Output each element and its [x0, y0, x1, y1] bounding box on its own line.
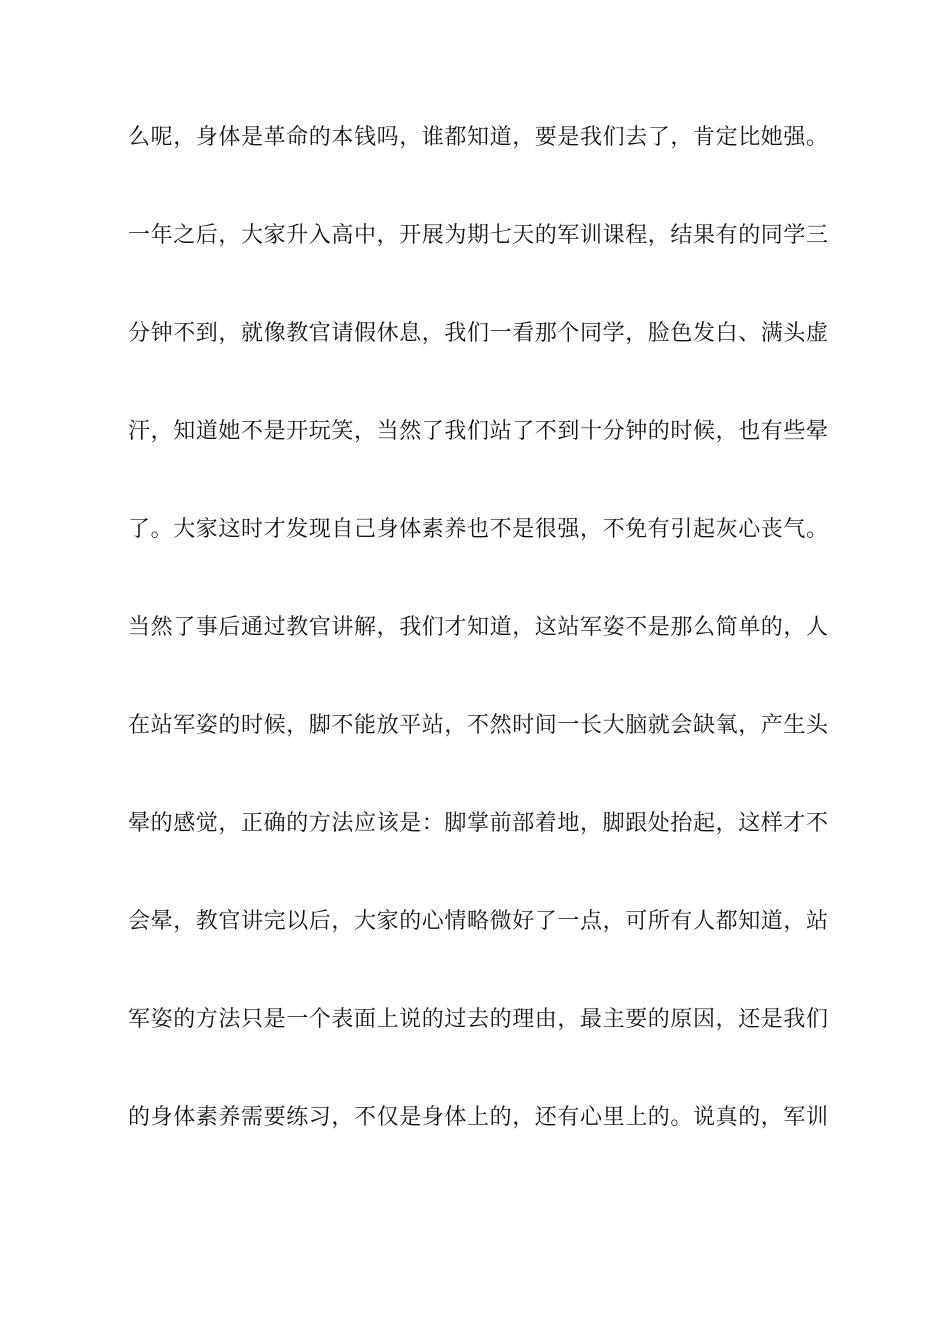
text-line-11: 的身体素养需要练习，不仅是身体上的，还有心里上的。说真的，军训 [128, 1105, 828, 1130]
text-line-5: 了。大家这时才发现自己身体素养也不是很强，不免有引起灰心丧气。 [128, 517, 828, 542]
text-line-1: 么呢，身体是革命的本钱吗，谁都知道，要是我们去了，肯定比她强。 [128, 125, 828, 150]
text-line-2: 一年之后，大家升入高中，开展为期七天的军训课程，结果有的同学三 [128, 223, 828, 248]
text-line-3: 分钟不到，就像教官请假休息，我们一看那个同学，脸色发白、满头虚 [128, 321, 828, 346]
text-line-10: 军姿的方法只是一个表面上说的过去的理由，最主要的原因，还是我们 [128, 1007, 828, 1032]
text-line-9: 会晕，教官讲完以后，大家的心情略微好了一点，可所有人都知道，站 [128, 909, 828, 934]
text-line-4: 汗，知道她不是开玩笑，当然了我们站了不到十分钟的时候，也有些晕 [128, 419, 828, 444]
text-line-8: 晕的感觉，正确的方法应该是：脚掌前部着地，脚跟处抬起，这样才不 [128, 811, 828, 836]
body-text [128, 118, 828, 1196]
text-line-7: 在站军姿的时候，脚不能放平站，不然时间一长大脑就会缺氧，产生头 [128, 713, 828, 738]
text-line-6: 当然了事后通过教官讲解，我们才知道，这站军姿不是那么简单的，人 [128, 615, 828, 640]
